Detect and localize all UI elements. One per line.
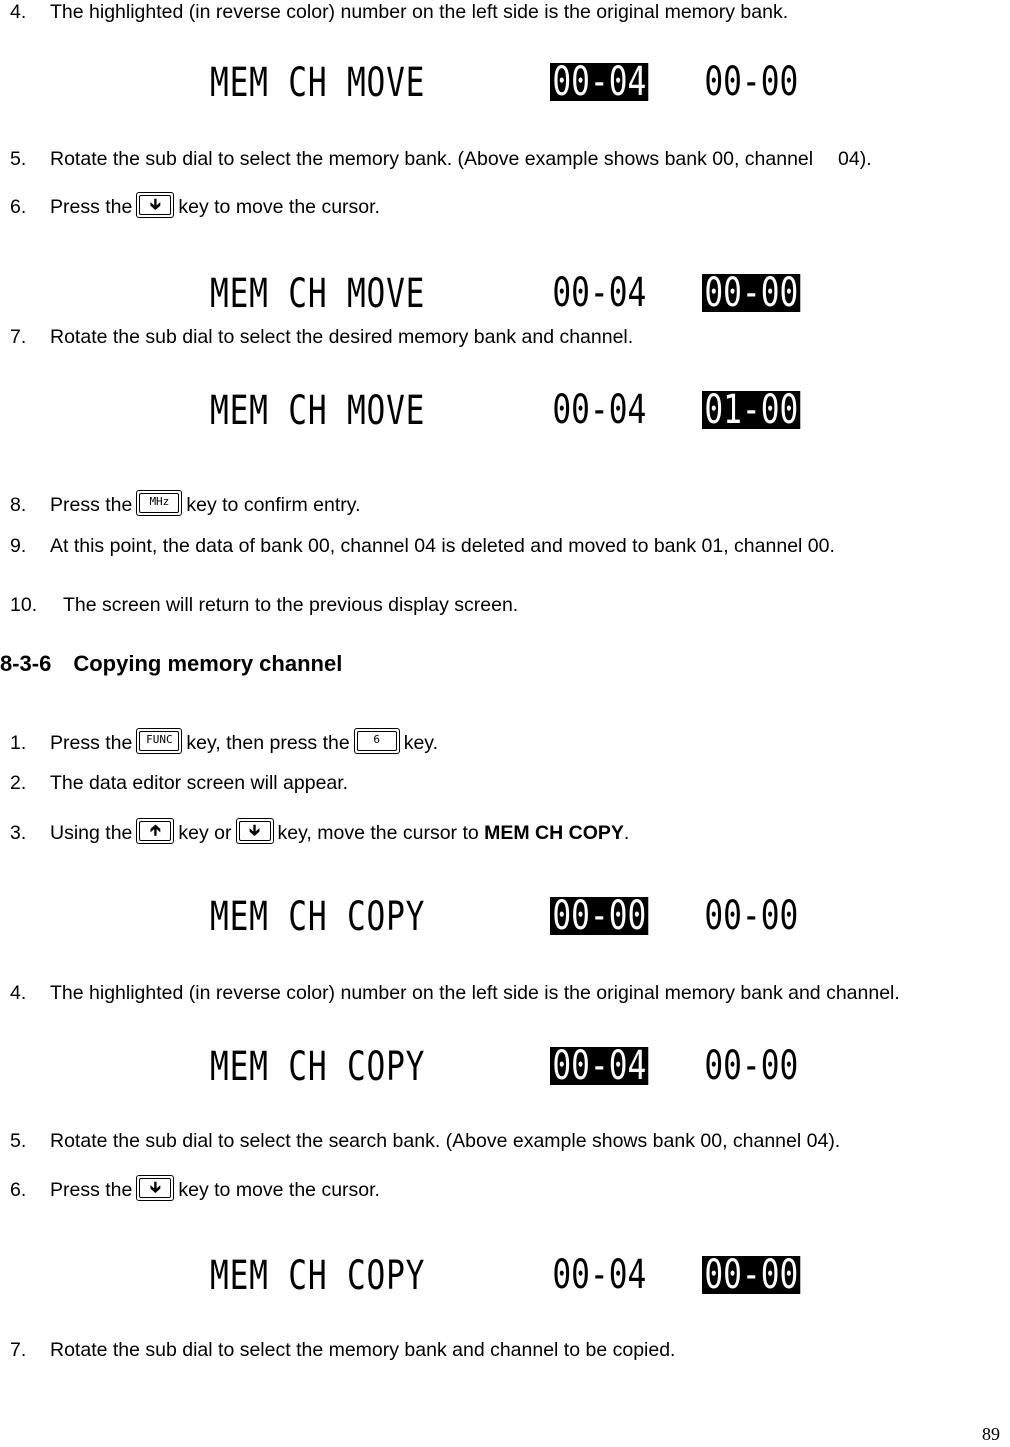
step-text: Rotate the sub dial to select the memory bank. (Above example shows bank 00, channel 04). [50,148,872,170]
step-text-mid: key or [178,822,232,844]
step-text [50,731,438,755]
step-text [50,1178,380,1202]
step-number: 4. [10,1,27,23]
step-text-pre: Press the [50,1179,133,1201]
lcd-value-left-highlighted: 00-04 [550,1047,649,1085]
lcd-label: MEM CH COPY [210,1044,426,1090]
lcd-value-right-highlighted: 01-00 [702,391,801,429]
step-text-pre: Using the [50,822,133,844]
lcd-value-right: 00-00 [704,1043,799,1089]
step-number: 2. [10,772,27,794]
step-text [50,493,361,517]
section-heading [0,651,342,677]
lcd-label: MEM CH COPY [210,1253,426,1299]
lcd-value-right-highlighted: 00-00 [702,274,801,312]
step-text-pre: Press the [50,494,133,516]
step-text: The highlighted (in reverse color) number on the left side is the original memory bank and channel. [50,982,900,1004]
lcd-label: MEM CH COPY [210,894,426,940]
step-number: 7. [10,326,27,348]
lcd-value-right-highlighted: 00-00 [702,1256,801,1294]
lcd-value-left: 00-04 [552,270,647,316]
step-number: 5. [10,148,27,170]
step-text: The highlighted (in reverse color) number on the left side is the original memory bank. [50,1,789,23]
step-number: 7. [10,1339,27,1361]
step-text: The data editor screen will appear. [50,772,349,794]
step-text-bold: MEM CH COPY [484,822,624,844]
step-text-post: key to move the cursor. [178,1179,380,1201]
down-arrow-key-icon: 🡳 [236,818,274,844]
step-number: 6. [10,1179,27,1201]
lcd-value-left-highlighted: 00-04 [550,63,649,101]
step-text-post: key, move the cursor to [277,822,479,844]
lcd-value-left: 00-04 [552,387,647,433]
step-text-end: . [623,822,630,844]
lcd-value-left-highlighted: 00-00 [550,897,649,935]
step-text-mid: key, then press the [186,732,350,754]
lcd-value-right: 00-00 [704,59,799,105]
mhz-key-icon: MHz [136,490,182,516]
step-text [50,821,629,845]
step-text: Rotate the sub dial to select the desired memory bank and channel. [50,326,634,348]
step-text: Rotate the sub dial to select the memory bank and channel to be copied. [50,1339,676,1361]
step-number: 8. [10,494,27,516]
six-key-icon: 6 [354,728,400,754]
step-text [50,195,380,219]
step-number: 5. [10,1130,27,1152]
func-key-icon: FUNC [136,728,182,754]
step-text: The screen will return to the previous display screen. [63,594,519,616]
step-number: 1. [10,732,27,754]
step-text-pre: Press the [50,732,133,754]
step-text: Rotate the sub dial to select the search bank. (Above example shows bank 00, channel 04). [50,1130,841,1152]
step-text-post: key to move the cursor. [178,196,380,218]
down-arrow-key-icon: 🡳 [136,192,174,218]
lcd-value-right: 00-00 [704,893,799,939]
up-arrow-key-icon: 🡱 [136,818,174,844]
section-title: Copying memory channel [73,651,343,676]
step-text-post: key to confirm entry. [186,494,361,516]
lcd-value-left: 00-04 [552,1252,647,1298]
step-number: 3. [10,822,27,844]
step-text: At this point, the data of bank 00, channel 04 is deleted and moved to bank 01, channel 00. [50,535,835,557]
down-arrow-key-icon: 🡳 [136,1175,174,1201]
step-number: 9. [10,535,27,557]
step-number: 6. [10,196,27,218]
lcd-label: MEM CH MOVE [210,60,426,106]
step-number: 10. [10,594,38,616]
lcd-label: MEM CH MOVE [210,388,426,434]
step-number: 4. [10,982,27,1004]
section-number: 8-3-6 [0,651,52,676]
page-number: 89 [982,1424,1000,1444]
lcd-label: MEM CH MOVE [210,271,426,317]
step-text-pre: Press the [50,196,133,218]
step-text-post: key. [403,732,439,754]
